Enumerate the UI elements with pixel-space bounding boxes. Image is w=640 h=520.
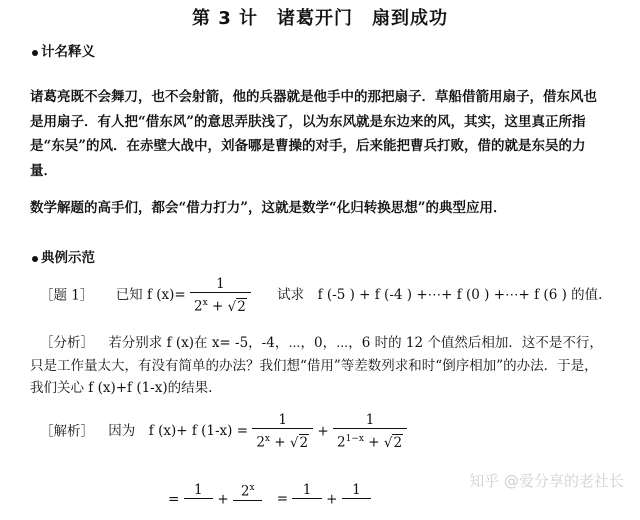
analysis-label: ［分析］	[40, 335, 94, 351]
fraction-fx: $\frac{1}{2^x + √2}$	[252, 412, 313, 452]
bullet-icon	[32, 256, 38, 262]
solution-text: 因为 f (x)+ f (1-x) =	[108, 423, 249, 440]
section-heading-text: 典例示范	[41, 250, 95, 266]
fraction-partial: 1	[342, 482, 371, 518]
fraction-partial: 1	[184, 482, 213, 518]
plus-sign: +	[317, 423, 329, 440]
paragraph-story: 诸葛亮既不会舞刀，也不会射箭，他的兵器就是他手中的那把扇子．草船借箭用扇子，借东风也是用扇子．有人把“借东风”的意思弄肤浅了，以为东风就是东边来的风，其实，这里真正所指是“东吴”的风．在赤壁大战中，刘备哪是曹操的对手，后来能把曹兵打败，借的就是东吴的力量．	[30, 89, 597, 179]
page-title: 第 3 计 诸葛开门 扇到成功	[191, 8, 449, 29]
watermark: 知乎 @爱分享的老社长	[469, 472, 624, 490]
solution-label: ［解析］	[40, 423, 94, 440]
analysis-paragraph	[30, 332, 610, 400]
plus-sign: +	[326, 491, 338, 508]
example-label: ［题 1］	[40, 287, 94, 304]
equals-sign: =	[168, 491, 180, 508]
example-given: 已知 f (x)=	[115, 287, 186, 304]
section-heading-text: 计名释义	[41, 44, 95, 60]
solution-line	[40, 412, 407, 452]
example-1	[40, 276, 602, 316]
solution-line-2	[168, 480, 371, 520]
bullet-icon	[32, 50, 38, 56]
section-heading-examples	[32, 246, 95, 266]
fraction-partial: 2$^x$	[233, 480, 262, 520]
fraction-partial: 1	[292, 482, 321, 518]
paragraph-principle: 数学解题的高手们，都会“借力打力”，这就是数学“化归转换思想”的典型应用．	[30, 200, 507, 216]
equals-sign: =	[276, 491, 289, 508]
section-heading-name-meaning	[32, 40, 95, 60]
analysis-text: 若分别求 f (x)在 x= -5，-4，⋯，0，⋯，6 时的 12 个值然后相加．这不是不行，只是工作量太大，有没有简单的办法？我们想“借用”等差数列求和时“倒序相加”的办法．于是，我们关心 f (x)+f (1-x)的结果.	[30, 335, 603, 396]
example-question: 试求 f (-5 ) + f (-4 ) +⋯+ f (0 ) +⋯+ f (6 ) 的值.	[277, 287, 603, 304]
fraction-fx: $\frac{1}{2^x + √2}$	[190, 276, 251, 316]
plus-sign: +	[217, 491, 229, 508]
fraction-f1-x: $\frac{1}{2^{1-x} + √2}$	[333, 412, 407, 452]
